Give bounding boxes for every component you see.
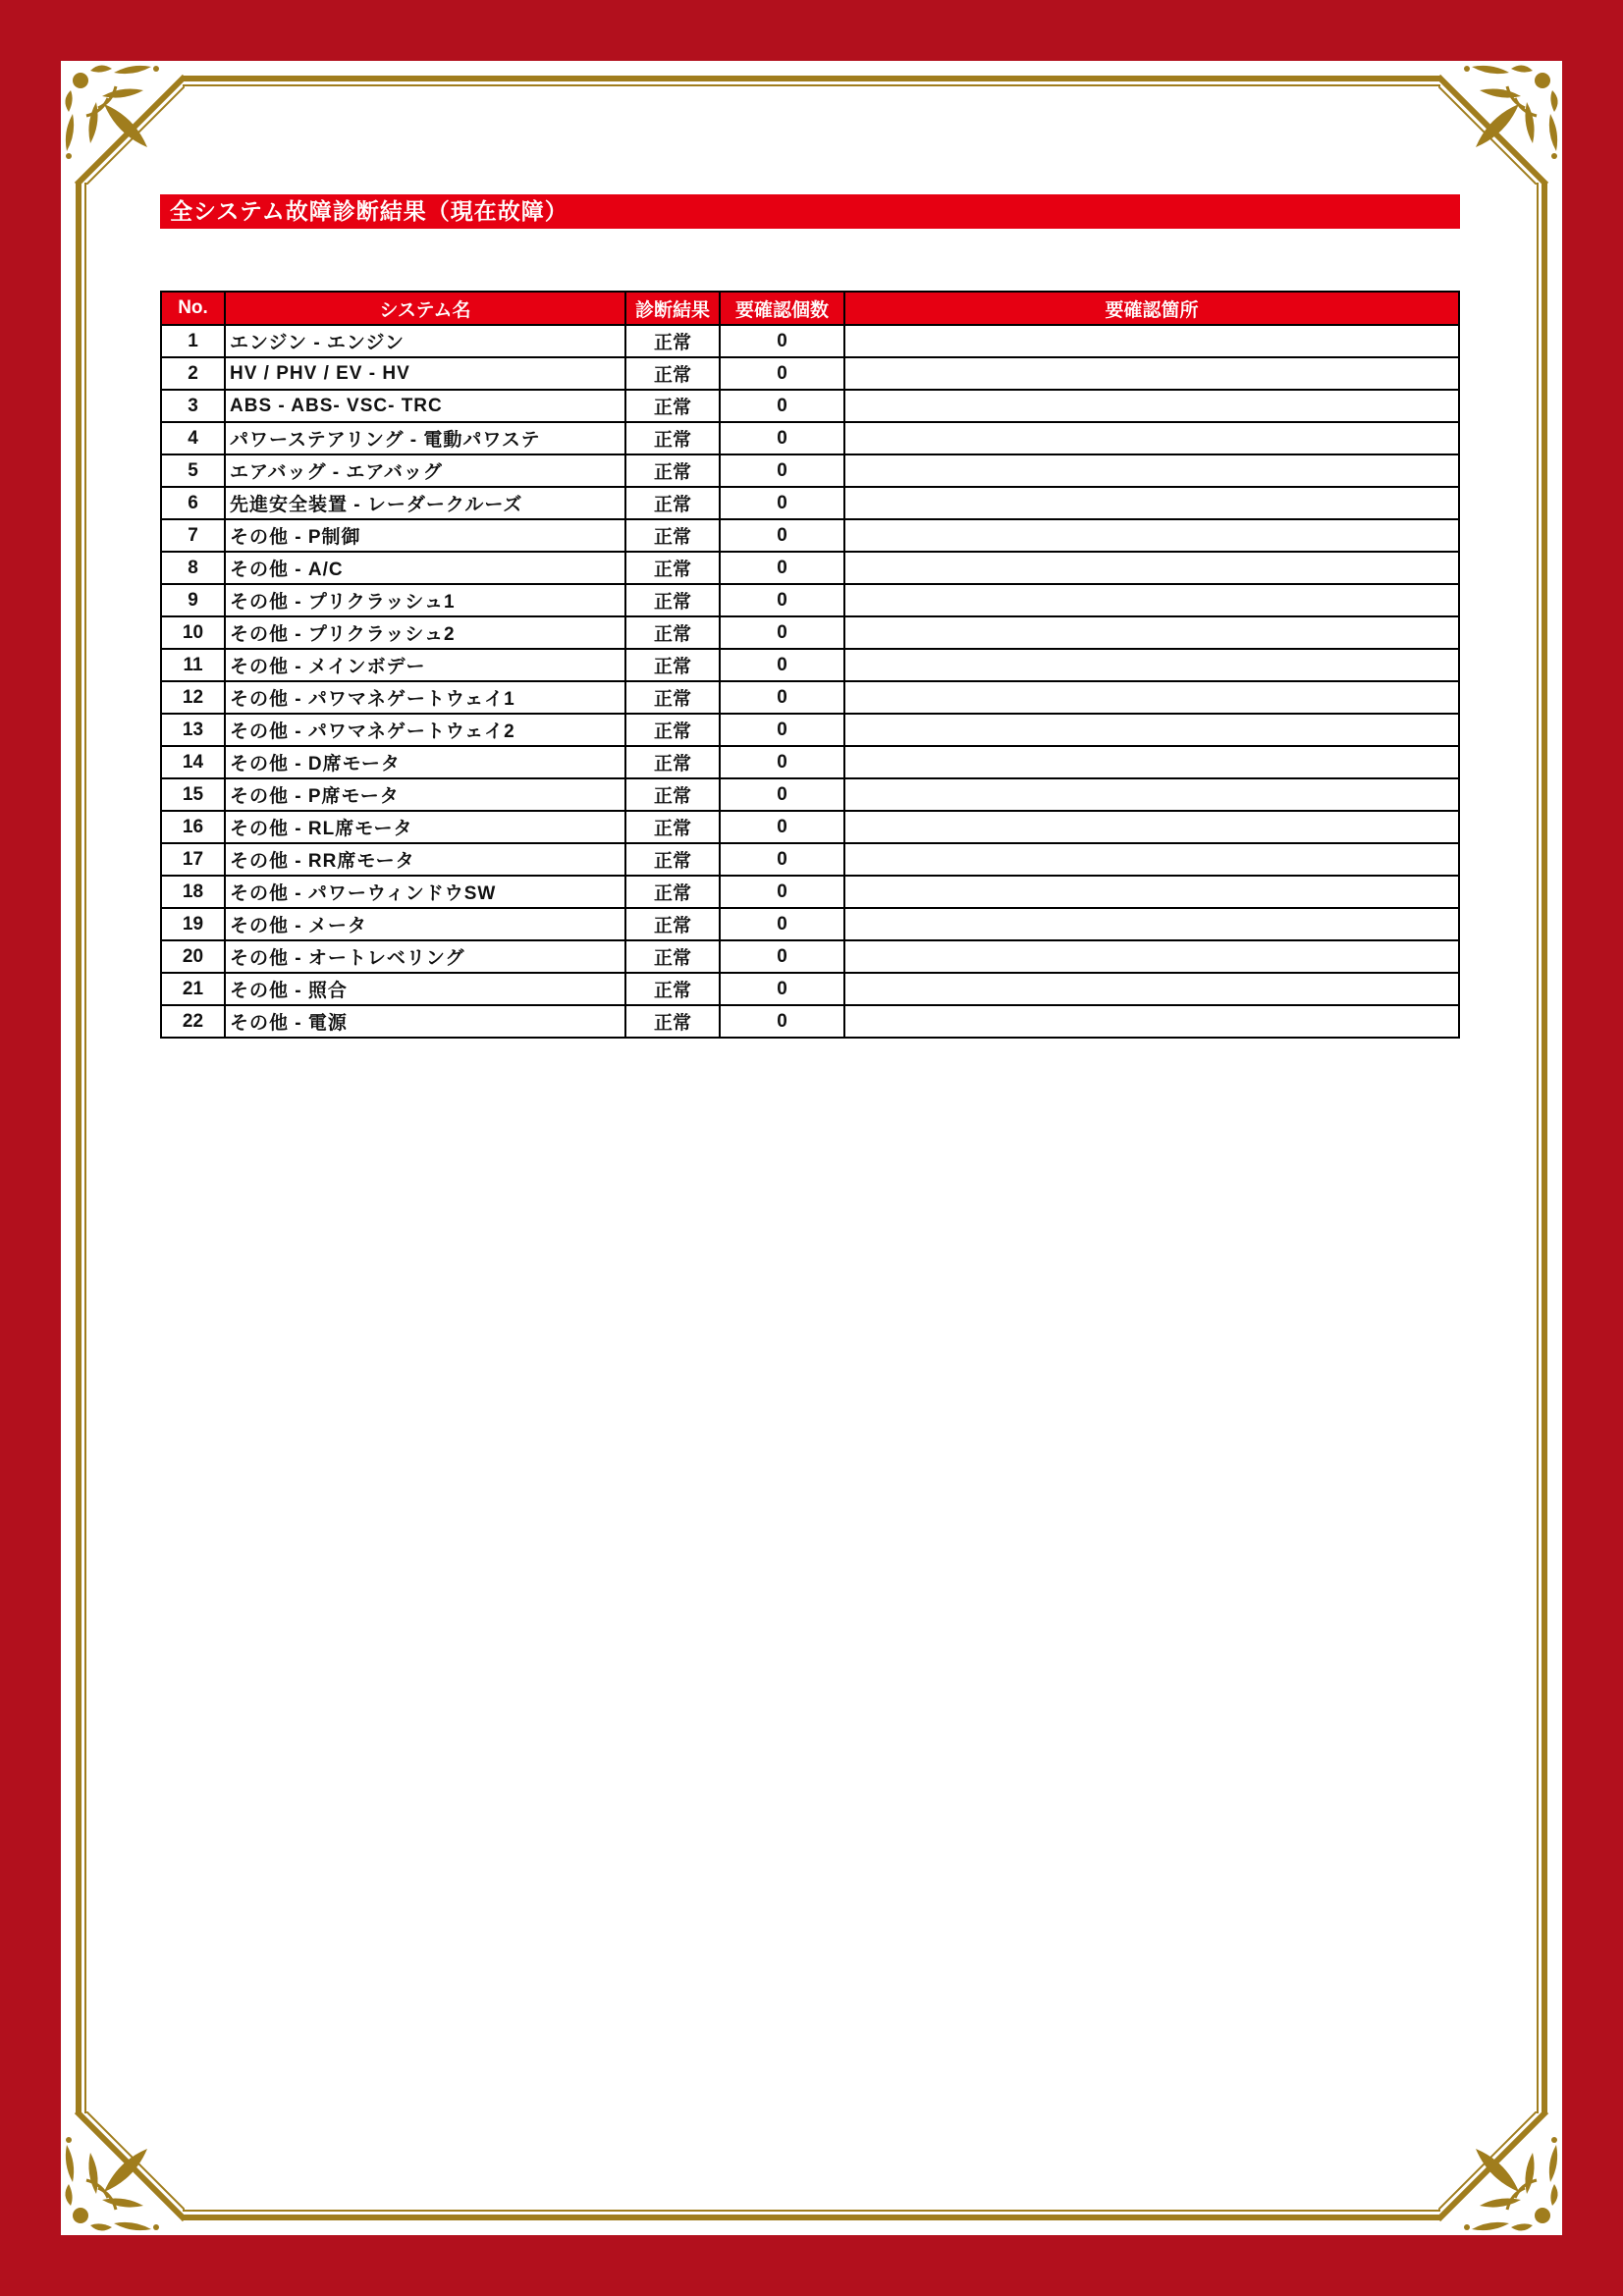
table-row bbox=[161, 649, 1459, 681]
system-name-cell: その他 - メインボデー bbox=[225, 649, 625, 681]
system-name-cell: その他 - 照合 bbox=[225, 973, 625, 1005]
row-number-cell: 12 bbox=[161, 681, 225, 714]
row-number-cell: 10 bbox=[161, 616, 225, 649]
table-row bbox=[161, 681, 1459, 714]
gold-rule-top bbox=[183, 76, 1440, 81]
diagnosis-result-cell: 正常 bbox=[625, 746, 720, 778]
check-count-cell: 0 bbox=[720, 908, 844, 940]
diagnosis-result-cell: 正常 bbox=[625, 811, 720, 843]
diagnosis-result-cell: 正常 bbox=[625, 908, 720, 940]
check-count-cell: 0 bbox=[720, 325, 844, 357]
row-number-cell: 13 bbox=[161, 714, 225, 746]
system-name-cell: その他 - パワマネゲートウェイ2 bbox=[225, 714, 625, 746]
table-row bbox=[161, 357, 1459, 390]
check-location-cell bbox=[844, 487, 1459, 519]
check-location-cell bbox=[844, 584, 1459, 616]
diagnosis-result-cell: 正常 bbox=[625, 616, 720, 649]
column-header-system-name: システム名 bbox=[225, 292, 625, 325]
diagnosis-result-cell: 正常 bbox=[625, 519, 720, 552]
check-count-cell: 0 bbox=[720, 811, 844, 843]
table-row bbox=[161, 973, 1459, 1005]
check-location-cell bbox=[844, 940, 1459, 973]
table-row bbox=[161, 390, 1459, 422]
diagnosis-result-cell: 正常 bbox=[625, 584, 720, 616]
check-location-cell bbox=[844, 357, 1459, 390]
system-name-cell: 先進安全装置 - レーダークルーズ bbox=[225, 487, 625, 519]
row-number-cell: 3 bbox=[161, 390, 225, 422]
check-count-cell: 0 bbox=[720, 876, 844, 908]
row-number-cell: 8 bbox=[161, 552, 225, 584]
diagnosis-result-cell: 正常 bbox=[625, 1005, 720, 1038]
check-count-cell: 0 bbox=[720, 487, 844, 519]
gold-rule-left-inner bbox=[84, 183, 86, 2113]
check-location-cell bbox=[844, 714, 1459, 746]
table-row bbox=[161, 778, 1459, 811]
check-location-cell bbox=[844, 681, 1459, 714]
diagnosis-result-cell: 正常 bbox=[625, 940, 720, 973]
table-row bbox=[161, 908, 1459, 940]
check-location-cell bbox=[844, 778, 1459, 811]
system-name-cell: その他 - パワマネゲートウェイ1 bbox=[225, 681, 625, 714]
check-count-cell: 0 bbox=[720, 454, 844, 487]
table-header-row bbox=[161, 292, 1459, 325]
check-count-cell: 0 bbox=[720, 843, 844, 876]
row-number-cell: 17 bbox=[161, 843, 225, 876]
check-count-cell: 0 bbox=[720, 422, 844, 454]
system-name-cell: エアバッグ - エアバッグ bbox=[225, 454, 625, 487]
check-count-cell: 0 bbox=[720, 357, 844, 390]
diagnosis-result-cell: 正常 bbox=[625, 973, 720, 1005]
table-row bbox=[161, 811, 1459, 843]
table-row bbox=[161, 454, 1459, 487]
diagnosis-result-cell: 正常 bbox=[625, 778, 720, 811]
corner-flourish-icon bbox=[1438, 2111, 1566, 2239]
check-count-cell: 0 bbox=[720, 616, 844, 649]
table-row bbox=[161, 422, 1459, 454]
system-name-cell: その他 - メータ bbox=[225, 908, 625, 940]
table-row bbox=[161, 843, 1459, 876]
row-number-cell: 11 bbox=[161, 649, 225, 681]
system-name-cell: パワーステアリング - 電動パワステ bbox=[225, 422, 625, 454]
system-name-cell: その他 - RR席モータ bbox=[225, 843, 625, 876]
check-location-cell bbox=[844, 390, 1459, 422]
system-name-cell: その他 - オートレベリング bbox=[225, 940, 625, 973]
table-row bbox=[161, 714, 1459, 746]
check-location-cell bbox=[844, 746, 1459, 778]
check-location-cell bbox=[844, 519, 1459, 552]
system-name-cell: その他 - プリクラッシュ2 bbox=[225, 616, 625, 649]
check-location-cell bbox=[844, 908, 1459, 940]
check-count-cell: 0 bbox=[720, 519, 844, 552]
system-name-cell: その他 - RL席モータ bbox=[225, 811, 625, 843]
table-row bbox=[161, 940, 1459, 973]
system-name-cell: ABS - ABS- VSC- TRC bbox=[225, 390, 625, 422]
check-location-cell bbox=[844, 454, 1459, 487]
table-row bbox=[161, 584, 1459, 616]
diagnosis-result-cell: 正常 bbox=[625, 357, 720, 390]
table-row bbox=[161, 616, 1459, 649]
system-name-cell: その他 - P席モータ bbox=[225, 778, 625, 811]
diagnostic-results-table bbox=[160, 291, 1460, 1039]
table-row bbox=[161, 1005, 1459, 1038]
system-name-cell: その他 - D席モータ bbox=[225, 746, 625, 778]
row-number-cell: 7 bbox=[161, 519, 225, 552]
row-number-cell: 16 bbox=[161, 811, 225, 843]
row-number-cell: 20 bbox=[161, 940, 225, 973]
check-count-cell: 0 bbox=[720, 552, 844, 584]
row-number-cell: 14 bbox=[161, 746, 225, 778]
corner-flourish-icon bbox=[57, 57, 185, 185]
gold-rule-bottom-inner bbox=[183, 2210, 1440, 2212]
diagnosis-result-cell: 正常 bbox=[625, 325, 720, 357]
row-number-cell: 15 bbox=[161, 778, 225, 811]
system-name-cell: その他 - 電源 bbox=[225, 1005, 625, 1038]
row-number-cell: 1 bbox=[161, 325, 225, 357]
check-count-cell: 0 bbox=[720, 681, 844, 714]
system-name-cell: エンジン - エンジン bbox=[225, 325, 625, 357]
diagnosis-result-cell: 正常 bbox=[625, 843, 720, 876]
column-header-no: No. bbox=[161, 292, 225, 325]
gold-rule-right bbox=[1542, 183, 1547, 2113]
table-row bbox=[161, 325, 1459, 357]
table-row bbox=[161, 552, 1459, 584]
page-title: 全システム故障診断結果（現在故障） bbox=[160, 194, 1460, 229]
diagnosis-result-cell: 正常 bbox=[625, 454, 720, 487]
check-location-cell bbox=[844, 811, 1459, 843]
table-body bbox=[161, 325, 1459, 1038]
corner-flourish-icon bbox=[1438, 57, 1566, 185]
system-name-cell: HV / PHV / EV - HV bbox=[225, 357, 625, 390]
row-number-cell: 18 bbox=[161, 876, 225, 908]
row-number-cell: 6 bbox=[161, 487, 225, 519]
check-location-cell bbox=[844, 422, 1459, 454]
system-name-cell: その他 - プリクラッシュ1 bbox=[225, 584, 625, 616]
diagnosis-result-cell: 正常 bbox=[625, 714, 720, 746]
column-header-check-location: 要確認箇所 bbox=[844, 292, 1459, 325]
row-number-cell: 9 bbox=[161, 584, 225, 616]
column-header-diagnosis-result: 診断結果 bbox=[625, 292, 720, 325]
check-count-cell: 0 bbox=[720, 940, 844, 973]
corner-flourish-icon bbox=[57, 2111, 185, 2239]
check-count-cell: 0 bbox=[720, 649, 844, 681]
gold-rule-right-inner bbox=[1537, 183, 1539, 2113]
system-name-cell: その他 - P制御 bbox=[225, 519, 625, 552]
check-location-cell bbox=[844, 616, 1459, 649]
check-count-cell: 0 bbox=[720, 714, 844, 746]
row-number-cell: 4 bbox=[161, 422, 225, 454]
diagnosis-result-cell: 正常 bbox=[625, 487, 720, 519]
check-count-cell: 0 bbox=[720, 778, 844, 811]
table-row bbox=[161, 487, 1459, 519]
check-count-cell: 0 bbox=[720, 973, 844, 1005]
check-location-cell bbox=[844, 843, 1459, 876]
system-name-cell: その他 - A/C bbox=[225, 552, 625, 584]
check-location-cell bbox=[844, 552, 1459, 584]
diagnosis-result-cell: 正常 bbox=[625, 876, 720, 908]
check-count-cell: 0 bbox=[720, 584, 844, 616]
row-number-cell: 19 bbox=[161, 908, 225, 940]
check-location-cell bbox=[844, 876, 1459, 908]
gold-rule-bottom bbox=[183, 2215, 1440, 2220]
check-count-cell: 0 bbox=[720, 746, 844, 778]
table-row bbox=[161, 746, 1459, 778]
check-count-cell: 0 bbox=[720, 390, 844, 422]
system-name-cell: その他 - パワーウィンドウSW bbox=[225, 876, 625, 908]
diagnosis-result-cell: 正常 bbox=[625, 681, 720, 714]
row-number-cell: 5 bbox=[161, 454, 225, 487]
diagnosis-result-cell: 正常 bbox=[625, 390, 720, 422]
check-count-cell: 0 bbox=[720, 1005, 844, 1038]
diagnosis-result-cell: 正常 bbox=[625, 552, 720, 584]
column-header-check-count: 要確認個数 bbox=[720, 292, 844, 325]
gold-rule-top-inner bbox=[183, 84, 1440, 86]
diagnosis-result-cell: 正常 bbox=[625, 422, 720, 454]
check-location-cell bbox=[844, 325, 1459, 357]
table-row bbox=[161, 876, 1459, 908]
gold-rule-left bbox=[76, 183, 81, 2113]
row-number-cell: 2 bbox=[161, 357, 225, 390]
check-location-cell bbox=[844, 973, 1459, 1005]
row-number-cell: 21 bbox=[161, 973, 225, 1005]
row-number-cell: 22 bbox=[161, 1005, 225, 1038]
table-row bbox=[161, 519, 1459, 552]
check-location-cell bbox=[844, 649, 1459, 681]
diagnosis-result-cell: 正常 bbox=[625, 649, 720, 681]
check-location-cell bbox=[844, 1005, 1459, 1038]
